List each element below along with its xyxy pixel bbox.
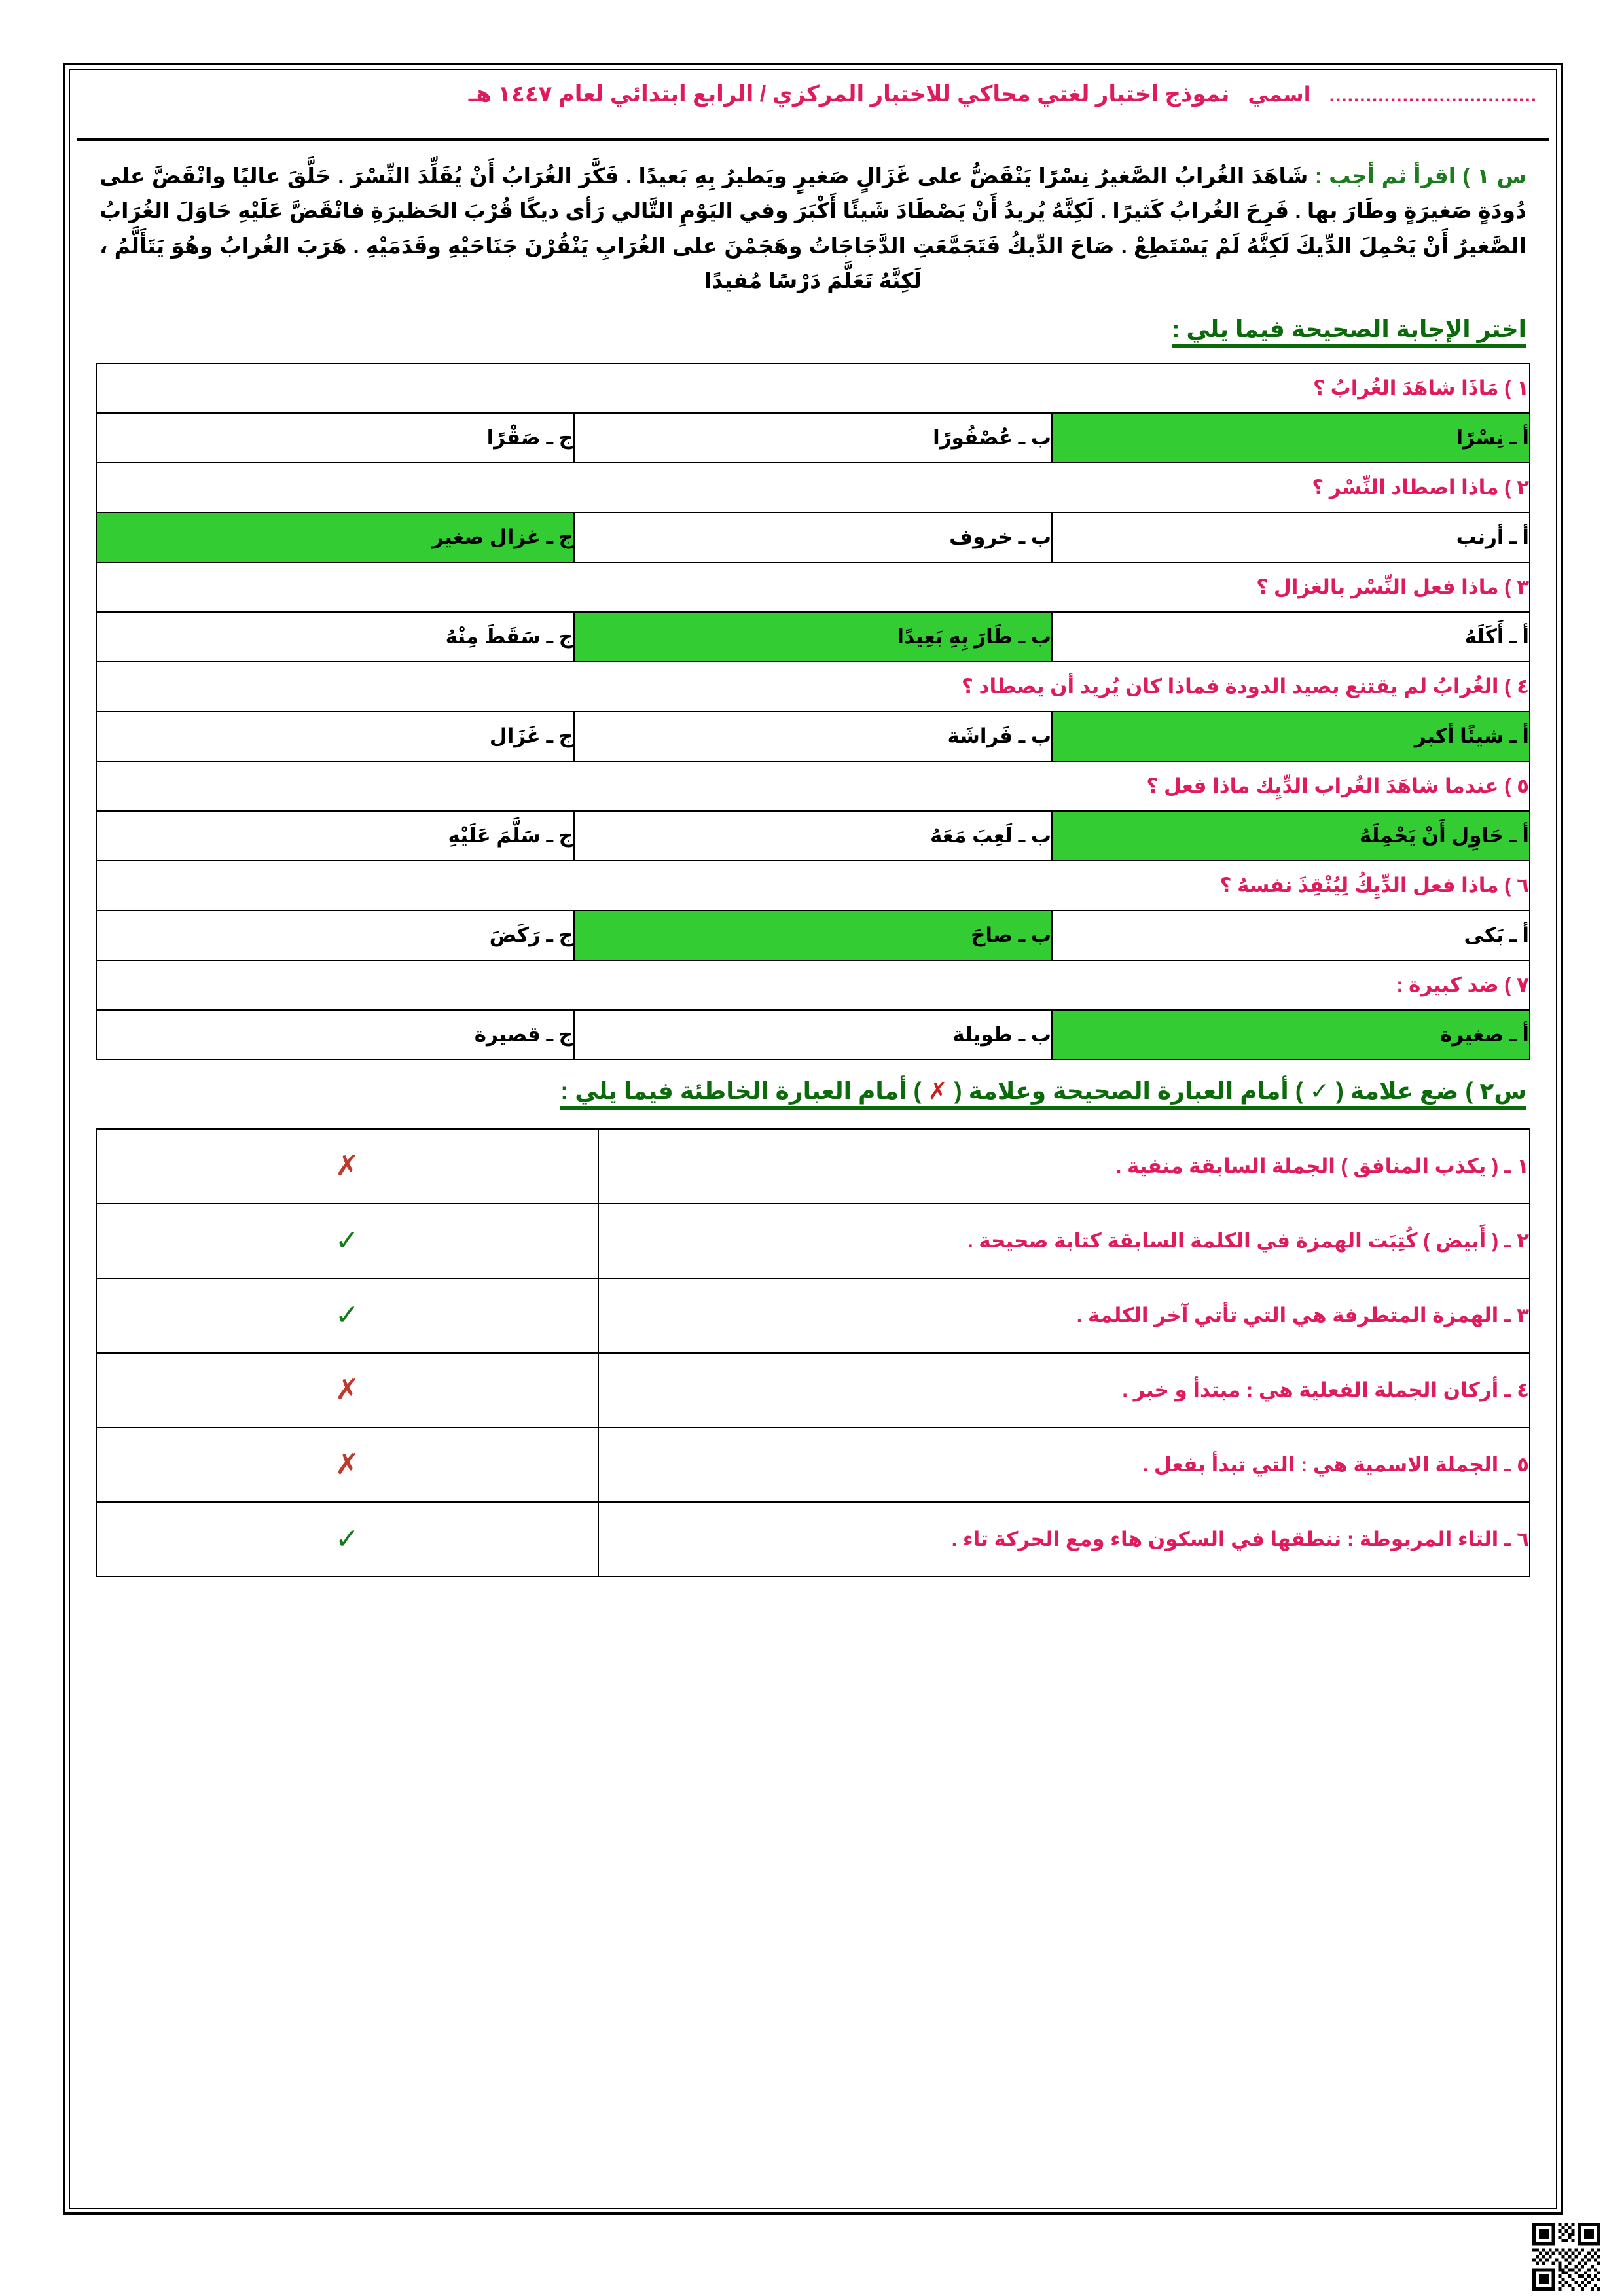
mcq-table bbox=[96, 363, 1530, 1060]
option-b[interactable]: ب ـ فَراشَة bbox=[574, 711, 1052, 761]
page-frame bbox=[63, 63, 1563, 2215]
table-row bbox=[96, 1502, 1530, 1577]
statement-text: ٣ ـ الهمزة المتطرفة هي التي تأتي آخر الكلمة . bbox=[598, 1278, 1530, 1353]
statement-text: ٥ ـ الجملة الاسمية هي : التي تبدأ بفعل . bbox=[598, 1427, 1530, 1502]
option-a[interactable]: أ ـ أرنب bbox=[1052, 512, 1530, 562]
exam-title: نموذج اختبار لغتي محاكي للاختبار المركزي / الرابع ابتدائي لعام ١٤٤٧ هـ bbox=[468, 82, 1230, 107]
question-text: ٥ ) عندما شاهَدَ الغُراب الدِّيِك ماذا فعل ؟ bbox=[96, 761, 1530, 811]
option-a[interactable]: أ ـ بَكى bbox=[1052, 910, 1530, 960]
instruction-prefix: س٢ ) ضع علامة ( bbox=[1329, 1077, 1526, 1104]
truefalse-instruction bbox=[560, 1077, 1526, 1110]
mcq-instruction: اختر الإجابة الصحيحة فيما يلي : bbox=[1172, 315, 1526, 348]
option-b[interactable]: ب ـ صاحَ bbox=[574, 910, 1052, 960]
question-text: ٦ ) ماذا فعل الدِّيِكُ لِيُنْقِذَ نفسهُ ؟ bbox=[96, 861, 1530, 910]
table-row bbox=[96, 1427, 1530, 1502]
question-text: ٤ ) الغُرابُ لم يقتنع بصيد الدودة فماذا كان يُريد أن يصطاد ؟ bbox=[96, 662, 1530, 711]
qr-code-icon bbox=[1532, 2223, 1600, 2291]
option-b[interactable]: ب ـ عُصْفُورًا bbox=[574, 413, 1052, 463]
student-name-label: اسمي bbox=[1248, 82, 1311, 106]
cross-icon: ✗ bbox=[928, 1077, 948, 1104]
option-c[interactable]: ج ـ سَلَّمَ عَلَيْهِ bbox=[96, 811, 574, 861]
answer-mark-check-icon[interactable]: ✓ bbox=[96, 1278, 598, 1353]
table-row bbox=[96, 910, 1530, 960]
option-a[interactable]: أ ـ حَاوِل أَنْ يَحْمِلَهُ bbox=[1052, 811, 1530, 861]
passage-text: شَاهَدَ الغُرابُ الصَّغيرُ نِسْرًا يَنْقَضُّ على غَزَالٍ صَغيرٍ ويَطيرُ بِهِ بَعيدًا . فَكَّرَ الغُرَابُ أَنْ يُقَلِّدَ النِّسْرَ . حَلَّقَ عاليًا وانْقَضَّ على دُودَةٍ صَغيرَةٍ وطَارَ بها . فَرِحَ الغُرابُ كَثيرًا . لَكِنَّهُ يُريدُ أَنْ يَصْطَادَ شَيئًا أَكْبَرَ وفي اليَوْمِ التَّالي رَأى ديكًا قُرْبَ الحَظيرَةِ فانْقَضَّ عَلَيْهِ حَاوَلَ الغُرَابُ الصَّغيرُ أَنْ يَحْمِلَ الدِّيكَ لَكِنَّهُ لَمْ يَسْتَطِعْ . صَاحَ الدِّيكُ فَتَجَمَّعَتِ الدَّجَاجَاتُ وهَجَمْنَ على الغُرَابِ يَنْقُرْنَ جَنَاحَيْهِ وقَدَمَيْهِ . هَرَبَ الغُرابُ وهُوَ يَتَأَلَّمُ ، لَكِنَّهُ تَعَلَّمَ دَرْسًا مُفيدًا bbox=[99, 164, 1526, 293]
question-text: ٣ ) ماذا فعل النِّسْر بالغزال ؟ bbox=[96, 562, 1530, 612]
option-a[interactable]: أ ـ نِسْرًا bbox=[1052, 413, 1530, 463]
question-text: ١ ) مَاذَا شاهَدَ الغُرابُ ؟ bbox=[96, 363, 1530, 413]
student-name-blank-line[interactable]: .................................. bbox=[1329, 84, 1537, 106]
option-c[interactable]: ج ـ رَكَضَ bbox=[96, 910, 574, 960]
table-row bbox=[96, 413, 1530, 463]
instruction-suffix: ) أمام العبارة الخاطئة فيما يلي : bbox=[560, 1077, 928, 1104]
statement-text: ٦ ـ التاء المربوطة : ننطقها في السكون هاء ومع الحركة تاء . bbox=[598, 1502, 1530, 1577]
table-row bbox=[96, 512, 1530, 562]
table-row bbox=[96, 711, 1530, 761]
question-text: ٢ ) ماذا اصطاد النِّسْر ؟ bbox=[96, 463, 1530, 512]
answer-mark-check-icon[interactable]: ✓ bbox=[96, 1502, 598, 1577]
answer-mark-cross-icon[interactable]: ✗ bbox=[96, 1353, 598, 1427]
option-b[interactable]: ب ـ طويلة bbox=[574, 1010, 1052, 1060]
table-row bbox=[96, 363, 1530, 413]
option-c[interactable]: ج ـ غزال صغير bbox=[96, 512, 574, 562]
option-b[interactable]: ب ـ خروف bbox=[574, 512, 1052, 562]
answer-mark-check-icon[interactable]: ✓ bbox=[96, 1204, 598, 1278]
document-header bbox=[77, 73, 1549, 141]
option-c[interactable]: ج ـ سَقَطَ مِنْهُ bbox=[96, 612, 574, 662]
table-row bbox=[96, 1010, 1530, 1060]
option-c[interactable]: ج ـ قصيرة bbox=[96, 1010, 574, 1060]
page-content bbox=[77, 73, 1549, 2204]
question1-lead: س ١ ) اقرأ ثم أجب : bbox=[1314, 164, 1526, 188]
table-row bbox=[96, 761, 1530, 811]
option-b[interactable]: ب ـ لَعِبَ مَعَهُ bbox=[574, 811, 1052, 861]
table-row bbox=[96, 662, 1530, 711]
table-row bbox=[96, 1129, 1530, 1204]
table-row bbox=[96, 861, 1530, 910]
reading-passage bbox=[77, 141, 1549, 298]
option-c[interactable]: ج ـ صَقْرًا bbox=[96, 413, 574, 463]
statement-text: ١ ـ ( يكذب المنافق ) الجملة السابقة منفية . bbox=[598, 1129, 1530, 1204]
option-a[interactable]: أ ـ أَكَلَهُ bbox=[1052, 612, 1530, 662]
table-row bbox=[96, 960, 1530, 1010]
table-row bbox=[96, 1353, 1530, 1427]
table-row bbox=[96, 1278, 1530, 1353]
check-icon: ✓ bbox=[1309, 1077, 1329, 1104]
table-row bbox=[96, 463, 1530, 512]
answer-mark-cross-icon[interactable]: ✗ bbox=[96, 1427, 598, 1502]
mcq-instruction-wrap bbox=[77, 298, 1549, 348]
instruction-middle: ) أمام العبارة الصحيحة وعلامة ( bbox=[947, 1077, 1310, 1104]
header-line bbox=[89, 81, 1537, 107]
truefalse-instruction-wrap bbox=[77, 1060, 1549, 1110]
truefalse-table bbox=[96, 1128, 1530, 1577]
statement-text: ٢ ـ ( أَبيض ) كُتِبَت الهمزة في الكلمة السابقة كتابة صحيحة . bbox=[598, 1204, 1530, 1278]
option-c[interactable]: ج ـ غَزَال bbox=[96, 711, 574, 761]
table-row bbox=[96, 562, 1530, 612]
table-row bbox=[96, 811, 1530, 861]
statement-text: ٤ ـ أركان الجملة الفعلية هي : مبتدأ و خبر . bbox=[598, 1353, 1530, 1427]
table-row bbox=[96, 1204, 1530, 1278]
option-a[interactable]: أ ـ صغيرة bbox=[1052, 1010, 1530, 1060]
table-row bbox=[96, 612, 1530, 662]
question-text: ٧ ) ضد كبيرة : bbox=[96, 960, 1530, 1010]
option-b[interactable]: ب ـ طَارَ بِهِ بَعِيدًا bbox=[574, 612, 1052, 662]
option-a[interactable]: أ ـ شيئًا أكبر bbox=[1052, 711, 1530, 761]
answer-mark-cross-icon[interactable]: ✗ bbox=[96, 1129, 598, 1204]
